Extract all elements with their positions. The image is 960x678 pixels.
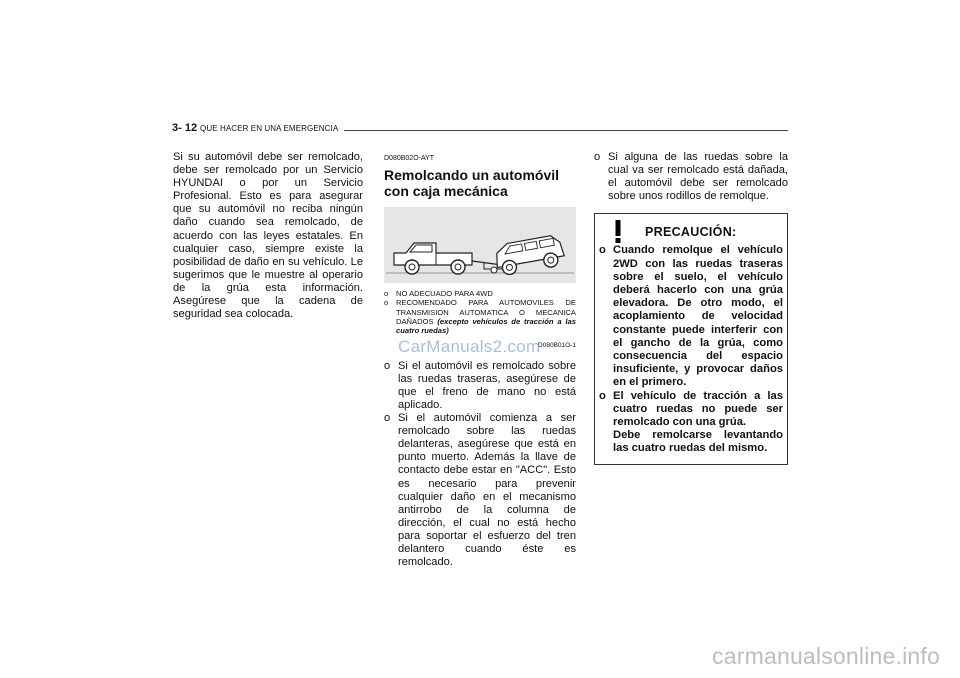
- caution-text: Cuando remolque el vehículo 2WD con las ruedas traseras sobre el suelo, el vehículo deberá hacerlo con una grúa elevadora. De otro modo, el acoplamiento de velocidad constante puede interferir con el gancho de la grúa, como consecuencia del espacio insuficiente, y provocar daños en el primero.: [613, 244, 783, 389]
- towing-illustration: [384, 207, 576, 283]
- tow-truck-drawing: [384, 207, 576, 283]
- note-bullet: o: [384, 289, 389, 299]
- caution-header: [599, 220, 783, 244]
- watermark: CarManuals2.com: [398, 337, 541, 356]
- caution-text: El vehículo de tracción a las cuatro ruedas no puede ser remolcado con una grúa.: [613, 389, 783, 429]
- note-text-wrap: [396, 298, 576, 335]
- caution-text-extra: Debe remolcarse levantando las cuatro ruedas del mismo.: [613, 429, 783, 455]
- bullet-mark: o: [384, 412, 391, 425]
- caution-text-wrap: [613, 390, 783, 456]
- caution-item: [599, 244, 783, 389]
- header-rule: [344, 130, 788, 131]
- note-text: NO ADECUADO PARA 4WD: [396, 289, 493, 299]
- bullet-mark: o: [594, 151, 601, 163]
- figure-note: [384, 289, 576, 298]
- figure-note: [384, 298, 576, 335]
- caution-box: [594, 213, 788, 464]
- warning-icon: [601, 216, 635, 246]
- figure-code: D080B01O-1: [538, 341, 576, 349]
- middle-column: [384, 152, 576, 569]
- bullet-text: Si alguna de las ruedas sobre la cual va ser remolcado está dañada, el automóvil debe ser remolcado sobre unos rodillos de remolque.: [608, 151, 788, 203]
- caution-item: [599, 390, 783, 456]
- bullet-text: Si el automóvil comienza a ser remolcado sobre las ruedas delanteras, asegúrese que está en punto muerto. Además la llave de contacto debe estar en "ACC". Esto es necesario para prevenir cualquier daño en el mecanismo antirrobo de la columna de dirección, el cual no está hecho para soportar el esfuerzo del tren delantero cuando éste es remolcado.: [398, 412, 576, 569]
- figure-notes: [384, 289, 576, 335]
- footer-watermark: carmanualsonline.info: [712, 643, 940, 669]
- section-code: D080B02O-AYT: [384, 155, 435, 162]
- bullet-item: [594, 151, 788, 203]
- left-column: [173, 151, 363, 321]
- bullet-mark: o: [384, 359, 391, 372]
- section-title: QUE HACER EN UNA EMERGENCIA: [200, 124, 339, 133]
- bullet-mark: o: [599, 389, 606, 402]
- note-text: RECOMENDADO PARA AUTOMOVILES DE TRANSMISION AUTOMATICA O MECANICA DAÑADOS: [396, 298, 576, 326]
- page-header: [172, 122, 788, 136]
- middle-bullets: [384, 360, 576, 570]
- note-emphasis: (excepto vehículos de tracción a las cuatro ruedas): [396, 316, 576, 336]
- right-column: [594, 151, 788, 465]
- bullet-text: Si el automóvil es remolcado sobre las ruedas traseras, asegúrese de que el freno de mano no está aplicado.: [398, 359, 576, 411]
- caution-title: PRECAUCIÓN:: [645, 225, 737, 240]
- note-bullet: o: [384, 298, 389, 308]
- bullet-item: [384, 412, 576, 569]
- bullet-item: [384, 360, 576, 412]
- page-number: 3- 12: [172, 122, 198, 134]
- intro-paragraph: Si su automóvil debe ser remolcado, debe ser remolcado por un Servicio HYUNDAI o por un Servicio Profesional. Esto es para asegurar que su automóvil no reciba ningún daño cuando sea remolcado, de acuerdo con las leyes estatales. En cualquier caso, siempre existe la posibilidad de daño en su vehículo. Le sugerimos que le muestre al operario de la grúa esta información. Asegúrese que la cadena de seguridad sea colocada.: [173, 151, 363, 321]
- section-heading: Remolcando un automóvil con caja mecánica: [384, 167, 560, 200]
- bullet-mark: o: [599, 244, 606, 257]
